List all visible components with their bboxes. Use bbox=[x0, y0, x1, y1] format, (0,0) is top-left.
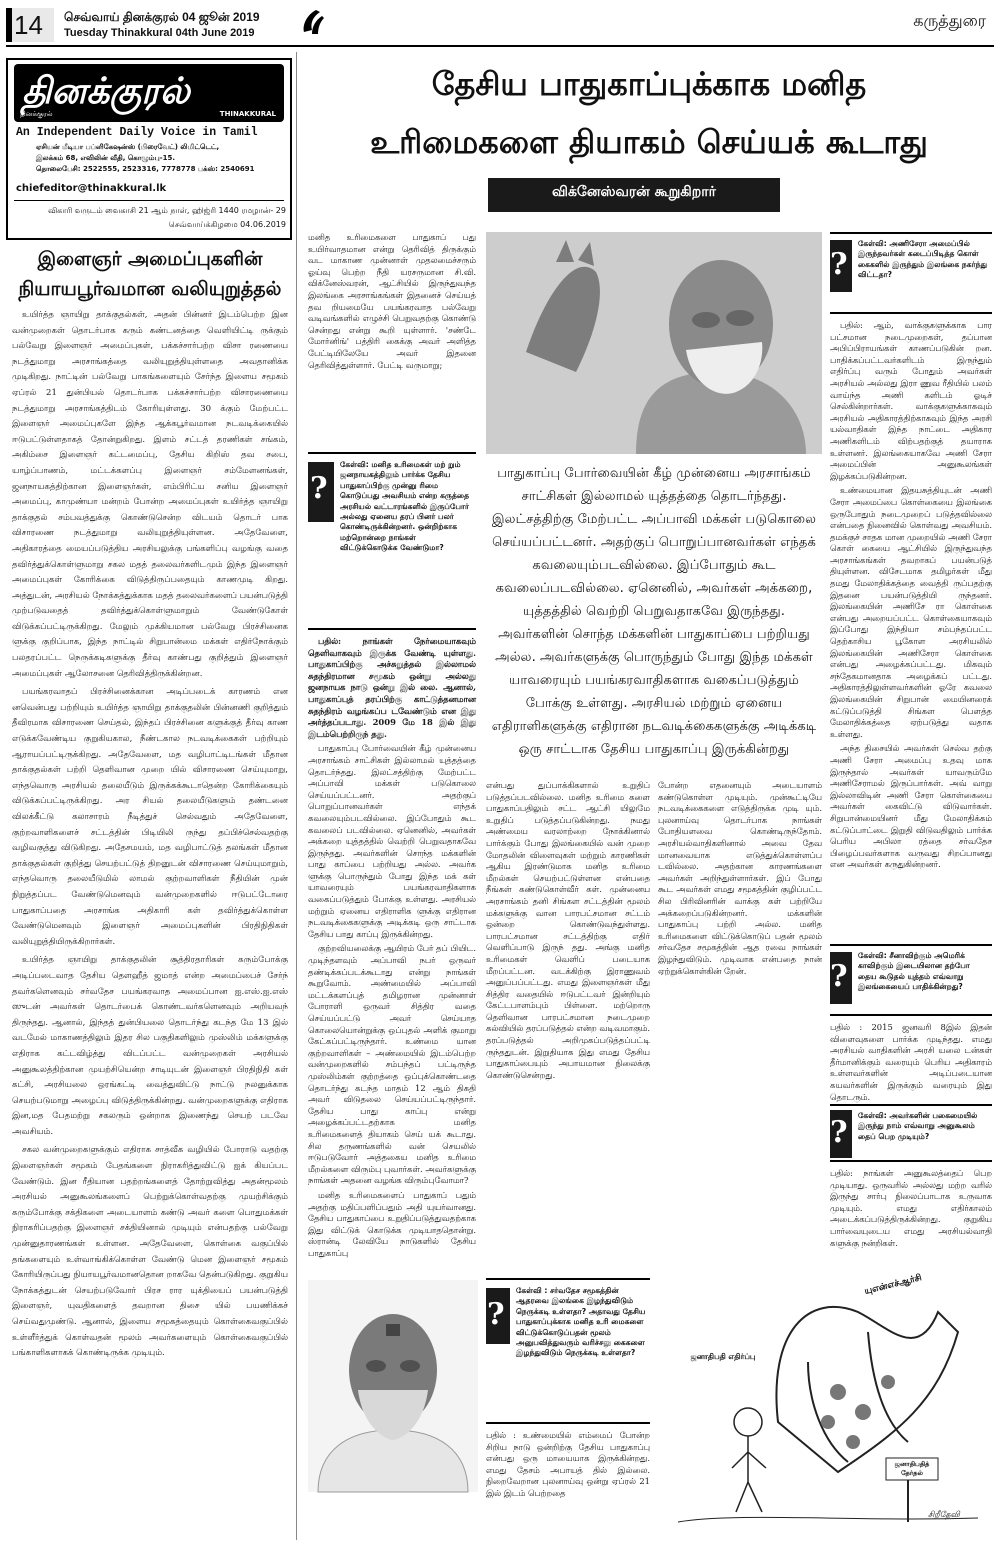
publisher-line-1: ஏசியன் மீடியா பப்ளிகேஷன்ஸ் (பிரைவேட்) லிமிட்டெட், bbox=[36, 143, 220, 151]
question-mark-glyph: ? bbox=[487, 1297, 505, 1332]
masthead-rule bbox=[14, 200, 284, 201]
header-date-english: Tuesday Thinakkural 04th June 2019 bbox=[64, 27, 255, 39]
cartoon-signature: சிறீதேவி bbox=[928, 1510, 960, 1519]
header-rule bbox=[6, 45, 994, 47]
editorial-paragraph: சகல வன்முறைகளுக்கும் எதிராக சாத்வீக வழியில் போராடு வதற்கு இளைஞர்கள் சமூகம் பேதங்களை நிராகரித்துவிட்டு ஐக் கியப்பட வேண்டும். இன ரீதியான பதற்றங்களைத் தோற்றுவித்து அதன்மூலம் அரசியல் அனுகூலங்களைப் பெற்றுக்கொள்வதற்கு முயற்சிக்கும் கரும்போக்கு சக்திகளை அடையாளம் கண்டு அவர் களை பொதுமக்கள் நிராகரிப்பதற்கு இளைஞர் சக்தியினால் முடியும் என்பதற்கு பல்வேறு முன்னுதாரணங்கள் உள்ளன. அதேவேளை, கொள்கை வகுப்பில் தங்களையும் உள்வாங்கிக்கொள்ள வேண்டு மென இளைஞர் சமூகம் கோரியிருப்பது நியாயபூர்வமானதொன றாகவே தென்படுகிறது. குறுகிய நோக்கத்துடன் செயற்படுவோர் பிரச ரார யுக்தியைப் பயன்படுத்தி இளைஞர், யுவதிகளைத் தவறான திசை யில் பயணிக்கச் செய்வதுமுண்டு. ஆனால், இளைய சமூகத்தையும் கொள்கைவகுப்பில் உள்ளீர்த்துக் கொள்வதன் மூலம் அவர்களையும் கொள்கைவகுப்பில் பங்காளிகளாகக் கொண்டிருக்க முடியும். bbox=[12, 1145, 288, 1359]
masthead-logo-small-left: தினக்குரல் bbox=[20, 110, 53, 118]
editorial-paragraph: உயிர்த்த ஞாயிறு தாக்குதல்கள், அதன் பின்னர் இடம்பெற்ற இன வன்முறைகள் தொடர்பாக கரும் கண்டனத்தை வெளியிட்டி ருக்கும் பல்வேறு இளைஞர் அமைப்புகள், பக்கச்சார்பற்ற விசா ரணையை நடத்துமாறு அரசாங்கத்தை வலியுறுத்தியுள்ளதை அவதானிக்க முடிகிறது. நாட்டின் பல்வேறு பாகங்களையும் சேர்ந்த இளைய சமூகம் ஏப்ரல் 21 துன்பியல் தொடர்பாக பக்கச்சார்பற்ற விசாரணையை நடத்துமாறு அரசாங்கத்திடம் கோரியுள்ளது. 30 க்கும் மேற்பட்ட இளைஞர் அமைப்புகளே இந்த ஆக்கபூர்வமான நடவடிக்கையில் ஈடுபட்டுள்ளதாகத் தோன்றுகிறது. இளம் சட்டத் தரணிகள் சங்கம், அகிம்சை இளைஞர் கட்டமைப்பு, தேசிய கிறிஸ் தவ சபை, யாழ்ப்பாணம், மட்டக்களப்பு இளைஞர் சம்மேளனங்கள், ஜனநாயகத்திற்கான இளைஞர்கள், எம்பிரிட்ய சனிய இளைஞர் அமைப்பு, காமுண்யா மன்றம் போன்ற அமைப்புகள் உயிர்த்த ஞாயிறு தாக்குதல் சம்பவத்துக்கு கொண்டுசென்ற விடயம் தொடர் பாக விசாரணை நடத்துமாறு வலியுறுத்தியுள்ளன. அதேவேளை, அதிகாரத்தை மையப்படுத்திய அரசியலுக்கு பங்களிப்பு வழங்கு வதை தவிர்த்துக்கொள்ளுமாறு சகல மதத் தலைவர்களிடமும் இந்த இளைஞர் அமைப்புகள் கோரிக்கை விடுத்திருப்பதையும் காணமுடி கிறது. அத்துடன், அரசியல் நோக்கத்துக்காக மதத் தலைவர்களைப் பயன்படுத்தி முற்படுவதைத் தவிர்த்துக்கொள்ளுமாறும் வேண்டுகோள் விடுக்கப்பட்டிருக்கிறது. மேலும் முக்கியமான பல்வேறு பிரச்சினைக ளுக்கு குறிப்பாக, இந்த நாட்டில் சிறுபான்மை மக்கள் எதிர்நோக்கும் பலதரப்பட்ட நெருக்கடிகளுக்கு தீர்வு காண்பது குறித்தும் இளைஞர் அமைப்புகள் ஆலோசனை தெரிவித்திருக்கின்றன. bbox=[12, 310, 288, 679]
publisher-line-2: இலக்கம் 68, எவிலின் வீதி, கொழும்பு-15. bbox=[36, 154, 176, 162]
cartoon-label-person: ஜனாதிபதி எதிர்ப்பு bbox=[690, 1352, 756, 1361]
pull-quote: பாதுகாப்பு போர்வையின் கீழ் முன்னைய அரசாங்கம் சாட்சிகள் இல்லாமல் யுத்தத்தை தொடர்ந்தது. இலட்சத்திற்கு மேற்பட்ட அப்பாவி மக்கள் படுகொலை செய்யப்பட்டனர். அதற்குப் பொறுப்பானவர்கள் எந்தக் கவலையும்படவில்லை. இப்போதும் கூட கவலைப்படவில்லை. ஏனெனில், அவர்கள் அக்கறை, யுத்தத்தில் வெற்றி பெறுவதாகவே இருந்தது. அவர்களின் சொந்த மக்களின் பாதுகாப்பை பற்றியது அல்ல. அவர்களுக்கு பொருந்தும் போது இந்த மக்கள் யாவரையும் பயங்கரவாதிகளாக வகைப்படுத்தும் போக்கு உள்ளது. அரசியல் மற்றும் ஏனைய எதிராளிகளுக்கு எதிரான நடவடிக்கைகளுக்கு அடிக்கடி ஒரு சாட்டாக தேசிய பாதுகாப்பு இருக்கின்றது bbox=[491, 466, 817, 757]
publisher-line-3: தொலைபேசி: 2522555, 2523316, 7778778 பக்ஸ்: 2540691 bbox=[36, 165, 255, 173]
a-r1-text bbox=[830, 320, 992, 938]
header-date-tamil: செவ்வாய் தினக்குரல் 04 ஜூன் 2019 bbox=[64, 10, 260, 24]
masthead-tagline: An Independent Daily Voice in Tamil bbox=[16, 126, 258, 139]
q1-text: கேள்வி: மனித உரிமைகள் மற் றும் ஜனநாயகத்திலும் பார்க்க தேசிய பாதுகாப்பிற்கு முன்னு ரிமை கொடுப்பது அவசியம் என்ற கருத்தை அரசியல் வட்டாரங்களில் இருப்போர் அல்லது ஏனைய தரப் பினர் பலர் கொண்டிருக்கின்றனர். ஒன்றிற்காக மற்றொன்றை நாங்கள் விட்டுக்கொடுக்க வேண்டுமா? bbox=[340, 460, 470, 553]
calendar-line-1: விகாரி வருடம் வைகாசி 21 ஆம் நாள், ஹிஜ்ரி 1440 ரமழான்- 29 bbox=[48, 206, 286, 215]
a-r2-text: பதில் : 2015 ஜனவரி 8இல் இதன் விளைவுகளை பார்க்க முடிந்தது. எமது அரசியல் வாதிகளின் அரசி யலை டன்கள் தீர்மானிக்கும் வரையும் பெரிய அதிகாரம் உள்ளவர்களின் அடிப்படையான கயவர்களின் இருக்கும் வரையும் இது தொடரும். bbox=[830, 1022, 992, 1102]
a1-para: குற்றவியலைக்கு ஆயிரம் பேர் தப் பியிட. முடிந்தளவும் அப்பாவி நபர் ஒருவர் தண்டிக்கப்படக்கூடாது என்று நாங்கள் கூறுவோம். அண்மையில் அப்பாவி மட்டக்களப்புத் தமிழரான முன்னாள் போராளி ஒருவர் சித்திர வதை செய்யப்பட்டு அவர் செய்யாத கொலையொன்றுக்கு ஒப்புதல் அளிக் குமாறு கேட்கப்பட்டிருந்தார். உண்மை யான குற்றவாளிகள் – அண்மையில் இடம்பெற்ற வன்முறைகளில் சம்பந்தப் பட்டிருந்த முஸ்லிம்கள் குற்றத்தை ஒப்புக்கொண்டதை தொடர்ந்து கடந்த மாதம் 12 ஆம் திகதி அவர் விடுதலை செய்யப்பட்டிருந்தார். தேசிய பாது காப்பு என்று அழைக்கப்பட்டதற்காக மனித உரிமைகளைத் தியாகம் செய் யக் கூடாது. சில தருணங்களில் வன் செயலில் ஈடுபடுவோர் அத்தகைய மனித உரிமை மீறல்களை விரும்பு புவார்கள். அவர்களுக்கு நாங்கள் அதனை வழங்க விரும்புவோமா? bbox=[308, 943, 476, 1186]
header-logo-icon bbox=[300, 6, 326, 38]
a1-para: மனித உரிமைகளைப் பாதுகாப் பதும் அதற்கு மதிப்பளிப்பதும் அதி யுயர்வானது. தேசிய பாதுகாப்பை உறுதிப்படுத்துவதற்காக இது விட்டுக் கொடுக்க முடியாததொன்று. ஸ்ரான்டி லேவியே நாடுகளில் தேசிய பாதுகாப்பு bbox=[308, 1189, 476, 1258]
question-mark-glyph: ? bbox=[310, 471, 328, 506]
q-r2-text: கேள்வி: சீனாவிற்கும் அமெரிக் காவிற்கும் இடையிலான தற்போ தைய கூடுதல் யுத்தம் எவ்வாறு இலங்கையைப் பாதிக்கின்றது? bbox=[858, 951, 970, 992]
a-mid-text: பதில் : உண்மையில் எம்மைப் போன்ற சிறிய நாடு ஒன்றிற்கு தேசிய பாதுகாப்பு என்பது ஒரு மாயையாக இருக்கின்றது. எமது தேசம் அபாயத் தில் இல்லை. நிறைவேறான புலனாய்வு ஒன்று ஏப்ரல் 21 இல் இடம் பெற்றதை bbox=[486, 1430, 650, 1498]
question-mark-glyph: ? bbox=[830, 959, 848, 994]
article-headline-1: தேசிய பாதுகாப்புக்காக மனித bbox=[431, 65, 867, 103]
q-r3-text: கேள்வி: அவர்களின் பகைமையில் இருந்து நாம் எவ்வாறு அனுகூலம் தைப் பெற முடியும்? bbox=[858, 1111, 978, 1141]
question-mark-glyph: ? bbox=[830, 1115, 848, 1150]
page-header bbox=[0, 0, 1000, 46]
masthead-logo-small: THINAKKURAL bbox=[219, 110, 276, 118]
q-r1-text: கேள்வி: அணிசேரா அமைப்பில் இருந்தவர்கள் கடைப்பிடித்த கொள் கைகளில் இருந்தும் இலங்கை நகர்ந்து விட்டதா? bbox=[858, 239, 988, 280]
cartoon bbox=[658, 1272, 994, 1540]
portrait-photo bbox=[486, 232, 822, 454]
a-r1-para: உண்மையான இதயசுத்தியுடன் அணி சேரா அமைப்பை கொள்கையை இலங்கை ஒருபோதும் நடைமுறைப் படுத்தவில்லை என்பதை நினைவில் கொள்வது அவசியம். தமக்குச் சாதக மான முறையில் அணி சேரா கொள் கையை ஆட்சியில் இருந்துவந்த அரசாங்கங்கள் தவறாகப் பயன்படுத் தியுள்ளன. விசேடமாக தமிழர்கள் மீது தமது மேலாதிக்கத்தை வைத்தி ருப்பதற்கு இதனை பயன்படுத்தியி ருந்தனர். இலங்கையின் அணிசே ரா கொள்கை என்பது அறையப்பட்ட கொள்கையாகவும் இப்போது இந்தியா சம்பந்தப்பட்ட தெற்காசிய பூகோள அரசியலில் இலங்கையின் அணிசேரா கொள்கை என்பது அழைக்கப்பட்டது. மிகவும் சந்தேகமானதாக அழைக்கப் பட்டது. அதிகாரத்திலுள்ளவர்களின் ஓரே கவலை இலங்கையின் சிறுபான் மையினரைக் கட்டுப்படுத்தி சிங்கள பௌத்த மேலாதிக்கத்தை ஏற்படுத்து வதாக உள்ளது. bbox=[830, 485, 992, 739]
cartoon-label-top: யுஎன்எச்ஆர்சி bbox=[863, 1273, 923, 1297]
q-mid-text: கேள்வி : சர்வதேச சமூகத்தின் ஆதரவை இலங்கை இழந்துவிடும் நெருக்கடி உள்ளதா? அதாவது தேசிய பாதுகாப்புக்காக மனித உரி மைகளை விட்டுக்கொடுப்பதன் மூலம் அனுபவித்துவரும் வரிச்சலு கைகளை இழந்துவிடும் நெருக்கடி உள்ளதா? bbox=[516, 1286, 646, 1358]
a-r3-text: பதில்: நாங்கள் அனுகூலத்தைப் பெற முடியாது. ஒருவரில் அல்லது மற்ற வரில் இருந்து சார்பு நிலைப்பாடாக உருவாக முடியும். எமது எதிர்காலம் அடைக்கப்படுத்திருக்கின்றது. குறுகிய பார்வையுடைய எமது அரசியல்வாதி களுக்கு நன்றிகள். bbox=[830, 1168, 992, 1248]
editorial-title: இளைஞர் அமைப்புகளின் நியாயபூர்வமான வலியுறுத்தல் bbox=[18, 248, 282, 300]
q1-box bbox=[308, 452, 476, 630]
masthead-logo: தினக்குரல் bbox=[22, 71, 190, 111]
q-mid-box bbox=[486, 1278, 650, 1424]
editorial-body bbox=[12, 308, 288, 1540]
q-r1-box bbox=[830, 232, 992, 314]
editorial-paragraph: உயிர்த்த ஞாயிறு தாக்குதலின் சூத்திரதாரிகள் கரும்போக்கு அடிப்படைவாத தேசிய தௌஹீத் ஜமாத் என்ற அமைப்பைச் சேர்ந் தவர்களெனவும் சர்வதேச பயங்கரவாத அமைப்பான ஐ.எஸ்.ஐ.எஸ் ஸுடன் அவர்கள் தொடர்பைக் கொண்டவர்களெனவும் அறியவந் திருந்தது. ஆனால், இந்தத் துன்பியலை தொடர்ந்து கடந்த மே 13 இல் வடமேல் மாகாணத்திலும் இதர சில பகுதிகளிலும் முஸ்லிம் மக்களுக்கு எதிராக கட்டவிழ்த்து விடப்பட்ட வன்முறைகள் அரசியல் அனுகூலத்திற்கான முயற்சியென்ற சாடியுடன் இளைஞர் பிரதிநிதி கள் கட்சி, அரசியலை ஒரங்கட்டி வைத்துவிட்டு நாட்டு நலனுக்காக செயற்படுமாறு அழைப்பு விடுத்திருக்கின்றது. வன்முறைகளுக்கு எதிராக இன,மத பேதமற்று சகலரும் ஒன்றாக இணைந்து செயற் படவே அவசியம். bbox=[12, 955, 288, 1137]
page-number: 14 bbox=[14, 10, 43, 40]
a-r1-para: பதில்: ஆம், வாக்குகளுக்காக பார பட்சமான நடைமுறைகள், தப்பான அபிப்பிராயங்கள் காணப்படுகின் றன. பாதிக்கப்பட்டவர்களிடம் இருந்தும் எதிர்ப்பு வரும் போதும் அவர்கள் அரசியல் அல்லது இரா ணுவ ரீதியில் பலம் வாய்ந்த அணி களிடம் ஓடிச் செல்கின்றார்கள். வாக்குகளுக்காகவும் அரசியல் அதிகாரத்திற்காகவும் இந்த அரசி யல்வாதிகள் இந்த நாட்டை அதிகார அணிகளிடம் விற்பதற்குத் தயாராக உள்ளனர். இலங்கையாகவே அணி சேரா அமைப்பின் அனுகூலங்கள் இழக்கப்படுகின்றன. bbox=[830, 320, 992, 481]
section-label: கருத்துரை bbox=[913, 13, 986, 30]
q-r3-box bbox=[830, 1104, 992, 1162]
portrait-photo-2 bbox=[308, 1280, 478, 1492]
article-intro: மனித உரிமைகளை பாதுகாப் பது உயிர்வாதமான என்று தெரிவித் திருக்கும் வட மாகாண முன்னாள் முதலமைச்சரும் ஓய்வு பெற்ற நீதி யரசருமான சி.வி. விக்னேஸ்வரன், ஆட்சியில் இருந்துவந்த இலங்கை அரசாங்கங்கள் இதனைச் செய்யத் தவ றியமையே பயங்கரவாத பல்வேறு வடிவங்களில் எழுச்சி பெறுவதற்கு கொண்டு சென்றது என்று கூறி யுள்ளார். 'சண்டே மோர்னிங்' பத்திரி கைக்கு அவர் அளித்த பேட்டியிலேயே அவர் இதனை தெரிவித்துள்ளார். பேட்டி வருமாறு; bbox=[308, 232, 476, 370]
a1-para: பதில்: நாங்கள் நேர்மையாகவும் தெளிவாகவும் இருக்க வேண்டி யுள்ளது. பாதுகாப்பிற்கு அச்சுறுத்தல் இல்லாமல் சுதந்திரமான சமூகம் ஒன்று அல்லது ஜனநாயக நாடு ஒன்று இல் லை. ஆனால், பாதுகாப்புத் தரப்பிற்கு காட்டுத்தனமான சுதந்திரம் வழங்கப்ப டவேண்டும் என இது அர்த்தப்படாது. 2009 மே 18 இல் இது இடம்பெற்றிருந் தது. bbox=[308, 636, 476, 739]
a-r1-para: அந்த திசையில் அவர்கள் செல்வ தற்கு அணி சேரா அமைப்பு உதவு மாக இருந்தால் அவர்கள் யாவரும்மே அணிசேராமல் இருப்பார்கள். அவ் வாறு இல்லாவிடின் அணி சேரா கொள்கையை அவர்கள் கைவிட்டு விடுவார்கள். சிறுபான்மையினர் மீது மேலாதிக்கம் கட்டுப்பாட்டை இறுதி விடுவதிலும் பார்க்க பெரிய அபிலா ரத்தை சர்வதேச பிழைப்பவர்களாக வருவது சிறப்பானது என அவர்கள் கருதுகின்றனர். bbox=[830, 743, 992, 870]
cartoon-label-sign: ஜனாதிபதித் தேர்தல் bbox=[894, 1460, 930, 1477]
article-headline-2: உரிமைகளை தியாகம் செய்யக் கூடாது bbox=[370, 123, 928, 161]
q-r2-box bbox=[830, 944, 992, 1016]
mid-col-a: என்பது துப்பாக்கிகளால் உறுதிப் படுத்தப்படவில்லை. மனித உரிமை களை பாதுகாப்பதிலும் சட்ட ஆட்சி யிலுமே உறுதிப் படுத்தப்படுகின்றது. நமது அண்மைய வரலாற்றை நோக்கினால் பார்க்கும் போது இலங்கையில் வன் முறை மோதலின் விளைவுகள் மற்றும் காரணிகள் ஆகிய இரண்டுமாக மனித உரிமை மீறல்கள் செயற்பட்டுள்ளன என்பதை நீங்கள் கண்டுகொள்வீர் கள். முன்னைய அரசாங்கம் தனி சிங்கள சட்டத்தின் மூலம் மக்களுக்கு வான பாரபட்சமான சட்டம் ஒன்றை கொண்டுவந்துள்ளது. பாரபட்சமான சட்டத்திற்கு எதிர் வெளிப்பாடு இருந் தது. அங்கு மனித உரிமைகள் வெளிப் படையாக மீறப்பட்டன. வடக்கிற்கு இராணுவம் அனுப்பப்பட்டது. எமது இளைஞர்கள் மீது சித்திர வதையில் ஈடுபட்டவர் இன்றியும் கேட்டபாளம்பும் பிள்ளை. மற்றொரு தெளிவான பாரபட்சமான நடைமுறை கல்வியில் தரப்படுத்தல் என்ற வடிவமாகும். தரப்படுத்தல் அறிமுகப்படுத்தப்பட்டி ருந்ததுடன். இறுதியாக இது எமது தேசிய பாதுகாப்பையும் அபாயமான நிலைக்கு கொண்டுசென்றது. bbox=[486, 780, 650, 1080]
a1-para: பாதுகாப்பு போர்வையின் கீழ் முன்னைய அரசாங்கம் சாட்சிகள் இல்லாமல் யுத்தத்தை தொடர்ந்தது. இலட்சத்திற்கு மேற்பட்ட அப்பாவி மக்கள் படுகொலை செய்யப்பட்டனர். அதற்குப் பொறுப்பானவர்கள் எந்தக் கவலையும்படவில்லை. இப்போதும் கூட கவலைப் படவில்லை. ஏனெனில், அவர்கள் அக்கறை யுத்தத்தில் வெற்றி பெறுவதாகவே இருந்தது. அவர்களின் சொந்த மக்களின் பாது காப்பை பற்றியது அல்ல. அவர்க ளுக்கு பொருந்தும் போது இந்த மக் கள் யாவரையும் பயங்கரவாதிகளாக வகைப்படுத்தும் போக்கு உள்ளது. அரசியல் மற்றும் ஏனைய எதிராளிக ளுக்கு எதிரான நடவடிக்கைகளுக்கு அடிக்கடி ஒரு சாட்டாக தேசிய பாது காப்பு இருக்கின்றது. bbox=[308, 743, 476, 939]
masthead bbox=[6, 58, 292, 240]
question-mark-glyph: ? bbox=[830, 247, 848, 282]
editorial-paragraph: பயங்கரவாதப் பிரச்சினைக்கான அடிப்படைக் காரணம் என னவென்பது பற்றியும் உயிர்த்த ஞாயிறு தாக்குதலின் பின்னணி குறித்தும் தீவிரமாக விசாரணை செய்தல், இந்தப் பிரச்சினை களுக்குத் தீர்வு காண எடுக்கவேண்டிய குறுகியகால, நீண்டகால நடவடிக்கைகள் பற்றியும் ஆராயப்பட்டிருக்கிறது. அதேவேளை, மத வழிபாட்டிடங்கள் மீதான தாக்குதல்கள் பற்றி தெளிவான முறை யில் விசாரணை செய்யுமாறு, எந்தவொரு அரசியல் தலையீடும் இருக்கக்கூடாதென்ற கோரிக்கையும் விடுக்கப்பட்டிருக்கிறது. அர சியல் தலையீடுகளும் தண்டனை விலக்கீட்டு கலாசாரம் நீடித்துச் செல்வதும் அதேவேளை, குற்றவாளிகளைச் சட்டத்தின் பிடியிலி ருந்து தப்பிச்செல்வதற்கு வழிவகுத்து விடுகிறது. அதேசமயம், மத வழிபாட்டுத் தலங்கள் மீதான தாக்குதல்கள் குறித்து செயற்பட்டுத் திறனுடன் விசாரணை செய்யுமாறும், எந்தவொரு தலையீடுமில் லாமல் குற்றவாளிகள் நீதியின் முன் நிறுத்தப்பட வேண்டுமெனவும் வன்முறைகளில் ஈடுபட்டோரை பாதுகாப்பதை அரசாங்க அதிகாரி கள் தவிர்த்துக்கொள்ள வேண்டுமெனவும் இளைஞர் அமைப்புகளின் பிரதிநிதிகள் வலியுறுத்தியிருக்கிறார்கள். bbox=[12, 687, 288, 947]
masthead-email[interactable]: chiefeditor@thinakkural.lk bbox=[16, 183, 167, 194]
byline: விக்னேஸ்வரன் கூறுகிறார் bbox=[552, 184, 716, 200]
mid-col-b: போன்ற எதனையும் அடையாளம் கண்டுகொள்ள முடியும். முன்கூட்டியே நடவடிக்கைகளை எடுத்திருக்க முடி யும். புலனாய்வு தொடர்பாக நாங்கள் போதியளவை கொண்டிருந்தோம். அரசியல்வாதிகளினால் அவை தேவ மானவையாக எடுத்துக்கொள்ளப்ப டவில்லை. அதற்கான காரணங்களை அவர்கள் அறிந்துள்ளார்கள். இப் போது கூட அவர்கள் எமது சமூகத்தின் குழிப்பட்ட சில பிரிவினரின் வாக்கு கள் பற்றியே அக்கறைப்படுகின்றனர். மக்களின் பாதுகாப்பு பற்றி அல்ல. மனித உரிமைகளை விட்டுக்கொடுப் பதன் மூலம் சர்வதேச சமூகத்தின் ஆத ரவை நாங்கள் இழந்துவிடும். முடிவாக என்பதை நான் ஏற்றுக்கொள்கின் றேன். bbox=[658, 780, 822, 976]
calendar-line-2: செவ்வாய்க்கிழமை 04.06.2019 bbox=[168, 220, 286, 229]
column-divider bbox=[296, 52, 297, 1540]
